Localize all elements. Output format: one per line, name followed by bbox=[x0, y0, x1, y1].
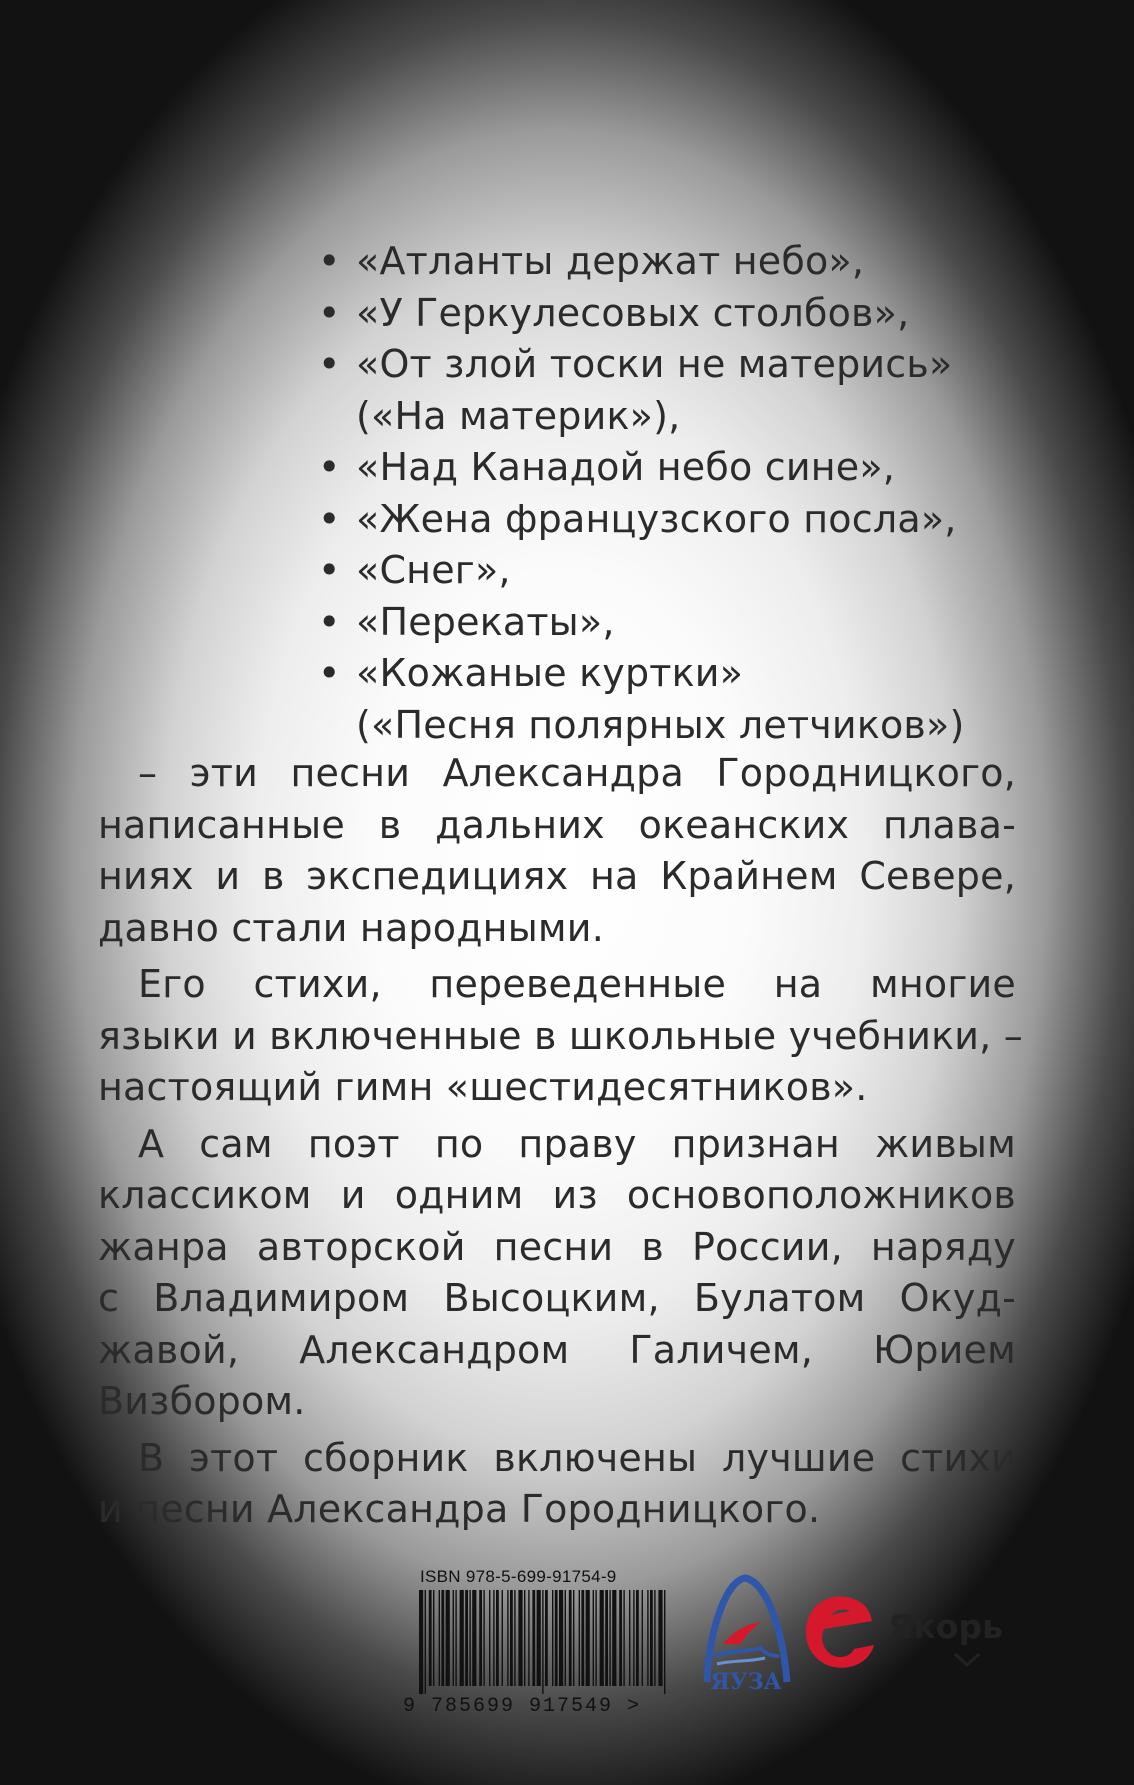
barcode-bar bbox=[537, 1590, 541, 1686]
barcode-bar bbox=[552, 1590, 553, 1686]
text-line: настоящий гимн «шестидесятников». bbox=[98, 1065, 868, 1109]
barcode-bar bbox=[514, 1590, 515, 1686]
barcode-bar bbox=[460, 1590, 464, 1686]
barcode-bar bbox=[619, 1590, 622, 1686]
yauza-logo-text: ЯУЗА bbox=[710, 1669, 782, 1694]
barcode-bar bbox=[502, 1590, 503, 1686]
barcode bbox=[415, 1590, 675, 1694]
barcode-bar bbox=[441, 1590, 444, 1686]
barcode-bar bbox=[489, 1590, 490, 1686]
barcode-bar bbox=[496, 1590, 499, 1686]
barcode-bar bbox=[586, 1590, 590, 1686]
song-item: • «Перекаты», bbox=[318, 597, 1078, 649]
song-item: • «Снег», bbox=[318, 545, 1078, 597]
barcode-bar bbox=[650, 1590, 653, 1686]
barcode-number: 9 785699 917549 > bbox=[403, 1695, 642, 1718]
song-item: • «Атланты держат небо», bbox=[318, 236, 1078, 288]
barcode-bar bbox=[581, 1590, 584, 1686]
song-item: • «Кожаные куртки» bbox=[318, 648, 1078, 700]
text-line: написанные в дальних океанских плава- bbox=[98, 802, 1016, 847]
barcode-bar bbox=[545, 1590, 548, 1686]
barcode-bar bbox=[593, 1590, 594, 1686]
barcode-bar bbox=[565, 1590, 566, 1686]
anchor-check-icon bbox=[953, 1650, 981, 1668]
barcode-bar bbox=[595, 1590, 596, 1686]
barcode-bar bbox=[479, 1590, 482, 1686]
bullet-icon: • bbox=[318, 239, 341, 283]
barcode-bar bbox=[518, 1590, 522, 1686]
barcode-bar bbox=[433, 1590, 434, 1686]
barcode-bar bbox=[439, 1590, 440, 1686]
barcode-bar bbox=[524, 1590, 525, 1686]
barcode-bar bbox=[629, 1590, 630, 1686]
barcode-bar bbox=[425, 1590, 426, 1694]
barcode-bar bbox=[469, 1590, 470, 1686]
song-item-subtitle: («Песня полярных летчиков») bbox=[356, 702, 965, 747]
barcode-bar bbox=[507, 1590, 508, 1686]
barcode-bar bbox=[465, 1590, 468, 1686]
barcode-bar bbox=[664, 1590, 665, 1694]
barcode-bar bbox=[612, 1590, 616, 1686]
barcode-bar bbox=[528, 1590, 529, 1686]
text-line: языки и включенные в школьные учебники, – bbox=[98, 1013, 1023, 1058]
song-list bbox=[318, 236, 1078, 751]
song-item: • «Над Канадой небо сине», bbox=[318, 442, 1078, 494]
text-line: ниях и в экспедициях на Крайнем Севере, bbox=[98, 854, 1016, 898]
barcode-bar bbox=[654, 1590, 655, 1686]
song-item-subtitle: («На материк»), bbox=[356, 393, 681, 438]
bullet-icon: • bbox=[318, 548, 341, 592]
blurb-paragraph-4 bbox=[98, 1433, 1016, 1536]
bullet-icon: • bbox=[318, 599, 341, 644]
barcode-bar bbox=[623, 1590, 624, 1686]
text-line: В этот сборник включены лучшие стихи bbox=[138, 1435, 1016, 1480]
barcode-bar bbox=[429, 1590, 432, 1686]
barcode-bar bbox=[609, 1590, 610, 1686]
barcode-bar bbox=[555, 1590, 558, 1686]
barcode-bar bbox=[493, 1590, 494, 1686]
barcode-bar bbox=[636, 1590, 639, 1686]
song-item: • «У Геркулесовых столбов», bbox=[318, 288, 1078, 340]
barcode-bar bbox=[483, 1590, 484, 1686]
barcode-bar bbox=[472, 1590, 476, 1686]
text-line: жавой, Александром Галичем, Юрием bbox=[98, 1327, 1016, 1372]
song-item: • «Жена французского посла», bbox=[318, 494, 1078, 546]
blurb-paragraph-3 bbox=[98, 1119, 1016, 1428]
barcode-bar bbox=[455, 1590, 456, 1686]
barcode-bar bbox=[647, 1590, 648, 1686]
barcode-bar bbox=[579, 1590, 580, 1686]
text-line: – эти песни Александра Городницкого, bbox=[138, 751, 1016, 795]
text-line: и песни Александра Городницкого. bbox=[98, 1487, 821, 1531]
text-line: с Владимиром Высоцким, Булатом Окуд- bbox=[98, 1276, 1016, 1320]
text-line: Его стихи, переведенные на многие bbox=[138, 962, 1016, 1006]
barcode-bar bbox=[532, 1590, 535, 1686]
barcode-bar bbox=[642, 1590, 643, 1686]
text-line: жанра авторской песни в России, наряду bbox=[98, 1224, 1016, 1269]
barcode-bar bbox=[510, 1590, 513, 1686]
barcode-bar bbox=[600, 1590, 604, 1686]
blurb-paragraph-2 bbox=[98, 959, 1023, 1114]
barcode-bar bbox=[542, 1590, 543, 1694]
isbn-label: ISBN 978-5-699-91754-9 bbox=[420, 1567, 617, 1586]
barcode-bar bbox=[569, 1590, 572, 1686]
barcode-bar bbox=[419, 1590, 423, 1694]
song-item: • «От злой тоски не матерись» bbox=[318, 339, 1078, 391]
barcode-bar bbox=[605, 1590, 608, 1686]
yauza-logo-icon bbox=[695, 1572, 797, 1694]
bullet-icon: • bbox=[318, 445, 341, 489]
text-line: давно стали народными. bbox=[98, 905, 604, 950]
eksmo-logo-icon bbox=[800, 1587, 880, 1677]
bullet-icon: • bbox=[318, 290, 341, 335]
barcode-bar bbox=[573, 1590, 574, 1686]
barcode-bar bbox=[559, 1590, 563, 1686]
yakor-logo-text: Якорь bbox=[888, 1607, 1003, 1646]
bullet-icon: • bbox=[318, 651, 341, 695]
blurb-paragraph-1 bbox=[98, 748, 1016, 954]
text-line: классиком и одним из основоположников bbox=[98, 1173, 1016, 1217]
blurb-text bbox=[98, 748, 1023, 1536]
barcode-bar bbox=[658, 1590, 662, 1686]
barcode-bar bbox=[453, 1590, 454, 1686]
text-line: А сам поэт по праву признан живым bbox=[138, 1121, 1016, 1166]
bullet-icon: • bbox=[318, 496, 341, 541]
text-line: Визбором. bbox=[98, 1379, 306, 1423]
barcode-bar bbox=[446, 1590, 450, 1686]
barcode-bar bbox=[633, 1590, 634, 1686]
bullet-icon: • bbox=[318, 342, 341, 386]
